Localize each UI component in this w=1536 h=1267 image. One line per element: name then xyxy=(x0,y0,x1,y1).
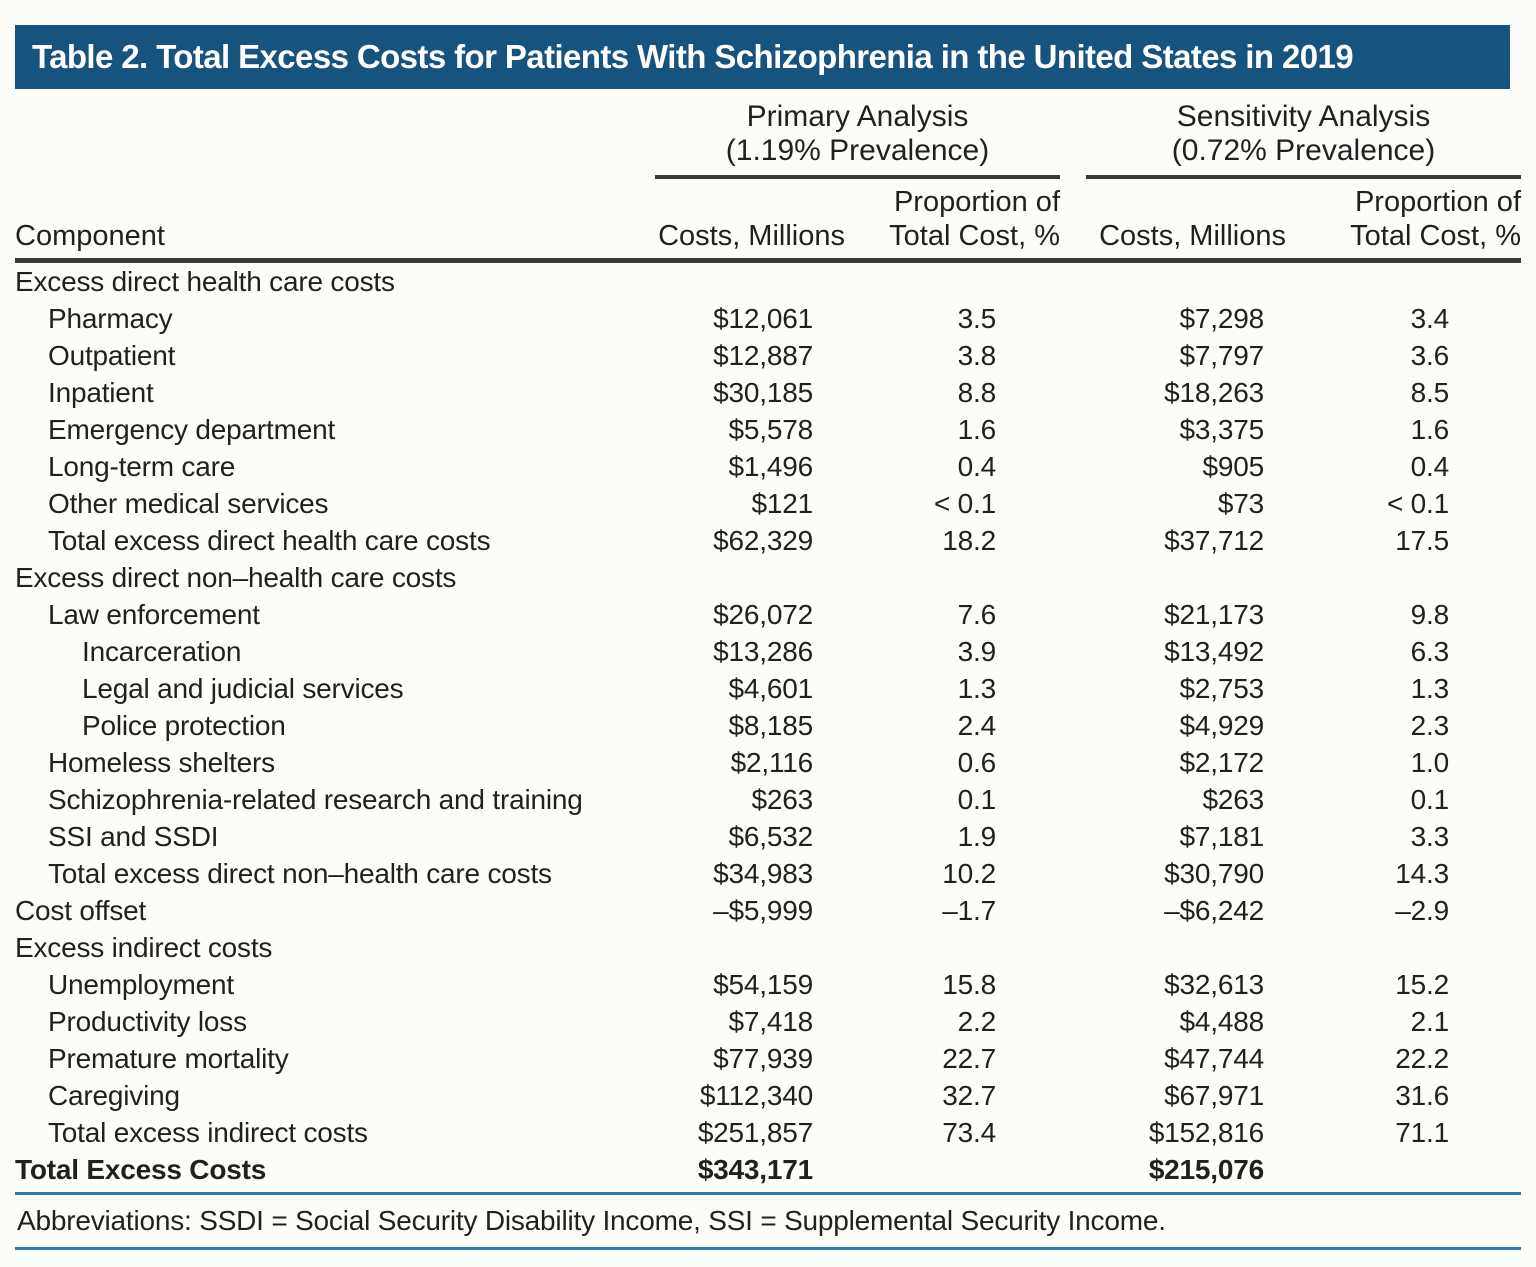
sensitivity-costs-cell: $21,173 xyxy=(1164,599,1264,630)
primary-proportion-cell: 18.2 xyxy=(942,525,996,556)
primary-proportion-cell: 1.6 xyxy=(957,414,996,445)
component-cell: Legal and judicial services xyxy=(82,673,404,704)
primary-analysis-header xyxy=(655,100,1060,177)
sensitivity-proportion-cell: 2.3 xyxy=(1410,710,1449,741)
column-gap xyxy=(1060,1151,1086,1188)
primary-costs-cell: $121 xyxy=(751,488,813,519)
component-cell: Premature mortality xyxy=(48,1043,289,1074)
sensitivity-proportion-cell: 31.6 xyxy=(1395,1080,1449,1111)
primary-costs-cell xyxy=(655,559,845,596)
table-row xyxy=(15,633,1521,670)
primary-costs-cell xyxy=(655,929,845,966)
primary-costs-cell: $54,159 xyxy=(713,969,813,1000)
table-row xyxy=(15,522,1521,559)
column-gap xyxy=(1060,374,1086,411)
table-row xyxy=(15,1151,1521,1188)
column-header-row xyxy=(15,177,1521,261)
primary-proportion-cell: –1.7 xyxy=(942,895,996,926)
sensitivity-costs-cell: $7,797 xyxy=(1179,340,1264,371)
primary-proportion-cell: 2.4 xyxy=(957,710,996,741)
sensitivity-proportion-cell: 0.4 xyxy=(1410,451,1449,482)
sensitivity-costs-cell: $73 xyxy=(1217,488,1264,519)
sensitivity-proportion-cell: 1.6 xyxy=(1410,414,1449,445)
column-gap xyxy=(1060,892,1086,929)
primary-proportion-cell xyxy=(845,559,1060,596)
table-row xyxy=(15,1003,1521,1040)
sensitivity-costs-cell: $67,971 xyxy=(1164,1080,1264,1111)
primary-costs-cell: –$5,999 xyxy=(713,895,813,926)
primary-proportion-cell xyxy=(845,1151,1060,1188)
table-row xyxy=(15,929,1521,966)
primary-costs-cell: $6,532 xyxy=(728,821,813,852)
sensitivity-costs-cell: $7,181 xyxy=(1179,821,1264,852)
column-gap xyxy=(1060,1077,1086,1114)
sensitivity-costs-cell: $13,492 xyxy=(1164,636,1264,667)
component-cell: Caregiving xyxy=(48,1080,180,1111)
sensitivity-proportion-cell xyxy=(1286,1151,1521,1188)
sensitivity-costs-cell: $152,816 xyxy=(1148,1117,1264,1148)
analysis-group-header-row xyxy=(15,100,1521,177)
column-gap xyxy=(1060,818,1086,855)
sensitivity-proportion-cell: 8.5 xyxy=(1410,377,1449,408)
column-gap xyxy=(1060,855,1086,892)
proportion-header-line2: Total Cost, % xyxy=(889,220,1060,252)
column-gap xyxy=(1060,966,1086,1003)
abbreviations-footnote: Abbreviations: SSDI = Social Security Disability Income, SSI = Supplemental Security Income. xyxy=(17,1205,1166,1236)
primary-proportion-cell: 0.6 xyxy=(957,747,996,778)
sensitivity-proportion-cell: 15.2 xyxy=(1395,969,1449,1000)
component-cell: Excess indirect costs xyxy=(15,932,273,963)
sensitivity-costs-cell: $4,488 xyxy=(1179,1006,1264,1037)
table-title: Table 2. Total Excess Costs for Patients With Schizophrenia in the United States in 2019 xyxy=(32,38,1354,75)
column-gap xyxy=(1060,781,1086,818)
component-cell: Other medical services xyxy=(48,488,329,519)
sensitivity-costs-column-header: Costs, Millions xyxy=(1086,177,1286,261)
component-column-header: Component xyxy=(15,177,655,261)
sensitivity-costs-cell: $2,753 xyxy=(1179,673,1264,704)
table-row xyxy=(15,1077,1521,1114)
primary-analysis-prevalence: (1.19% Prevalence) xyxy=(725,134,990,167)
sensitivity-costs-cell: $2,172 xyxy=(1179,747,1264,778)
table-row xyxy=(15,966,1521,1003)
sensitivity-costs-cell xyxy=(1086,559,1286,596)
column-gap xyxy=(1060,300,1086,337)
primary-proportion-cell: 2.2 xyxy=(957,1006,996,1037)
column-gap xyxy=(1060,707,1086,744)
component-cell: Unemployment xyxy=(48,969,234,1000)
group-gap xyxy=(1060,100,1086,177)
column-gap xyxy=(1060,1114,1086,1151)
column-gap xyxy=(1060,411,1086,448)
table-title-bar xyxy=(15,25,1510,89)
component-cell: Schizophrenia-related research and training xyxy=(48,784,583,815)
primary-proportion-cell: 1.3 xyxy=(957,673,996,704)
sensitivity-proportion-cell: 3.6 xyxy=(1410,340,1449,371)
table-row xyxy=(15,411,1521,448)
table-row xyxy=(15,670,1521,707)
sensitivity-proportion-cell: 6.3 xyxy=(1410,636,1449,667)
primary-costs-cell: $77,939 xyxy=(713,1043,813,1074)
sensitivity-costs-cell: $3,375 xyxy=(1179,414,1264,445)
sensitivity-proportion-cell: 1.0 xyxy=(1410,747,1449,778)
primary-proportion-cell: 10.2 xyxy=(942,858,996,889)
column-gap xyxy=(1060,744,1086,781)
sensitivity-proportion-cell xyxy=(1286,261,1521,301)
sensitivity-proportion-cell: 71.1 xyxy=(1395,1117,1449,1148)
sensitivity-analysis-header xyxy=(1086,100,1521,177)
table-row xyxy=(15,707,1521,744)
sensitivity-costs-cell: $18,263 xyxy=(1164,377,1264,408)
component-cell: Excess direct non–health care costs xyxy=(15,562,457,593)
primary-proportion-cell: 73.4 xyxy=(942,1117,996,1148)
table-row xyxy=(15,781,1521,818)
primary-costs-cell: $7,418 xyxy=(728,1006,813,1037)
proportion-header-line1: Proportion of xyxy=(893,186,1060,218)
proportion-header-line1: Proportion of xyxy=(1354,186,1521,218)
column-gap xyxy=(1060,1003,1086,1040)
primary-costs-cell: $1,496 xyxy=(728,451,813,482)
column-gap xyxy=(1060,633,1086,670)
sensitivity-proportion-cell xyxy=(1286,559,1521,596)
table-row xyxy=(15,448,1521,485)
sensitivity-proportion-cell xyxy=(1286,929,1521,966)
table-row xyxy=(15,261,1521,301)
column-gap xyxy=(1060,670,1086,707)
sensitivity-proportion-cell: 9.8 xyxy=(1410,599,1449,630)
sensitivity-costs-cell: –$6,242 xyxy=(1164,895,1264,926)
component-cell: Total excess direct health care costs xyxy=(48,525,491,556)
primary-proportion-cell: 3.9 xyxy=(957,636,996,667)
component-cell: Total excess indirect costs xyxy=(48,1117,368,1148)
sensitivity-proportion-column-header xyxy=(1286,177,1521,261)
sensitivity-costs-cell: $30,790 xyxy=(1164,858,1264,889)
sensitivity-costs-cell: $4,929 xyxy=(1179,710,1264,741)
component-cell: Pharmacy xyxy=(48,303,173,334)
table-row xyxy=(15,892,1521,929)
sensitivity-costs-cell: $37,712 xyxy=(1164,525,1264,556)
primary-costs-cell: $5,578 xyxy=(728,414,813,445)
primary-proportion-cell: 3.5 xyxy=(957,303,996,334)
primary-proportion-cell: 0.4 xyxy=(957,451,996,482)
sensitivity-proportion-cell: 0.1 xyxy=(1410,784,1449,815)
primary-costs-cell: $30,185 xyxy=(713,377,813,408)
group-header-spacer xyxy=(15,100,655,177)
component-cell: Police protection xyxy=(82,710,286,741)
sensitivity-costs-cell xyxy=(1086,929,1286,966)
component-cell: Law enforcement xyxy=(48,599,260,630)
column-gap xyxy=(1060,448,1086,485)
primary-costs-cell: $4,601 xyxy=(728,673,813,704)
component-cell: Excess direct health care costs xyxy=(15,266,395,297)
component-cell: Outpatient xyxy=(48,340,176,371)
component-cell: Total excess direct non–health care costs xyxy=(48,858,552,889)
column-gap xyxy=(1060,559,1086,596)
costs-table xyxy=(15,100,1521,1188)
primary-proportion-cell: 7.6 xyxy=(957,599,996,630)
component-cell: Incarceration xyxy=(82,636,242,667)
sensitivity-costs-cell: $263 xyxy=(1202,784,1264,815)
column-gap xyxy=(1060,596,1086,633)
primary-costs-cell: $2,116 xyxy=(730,747,813,778)
table-row xyxy=(15,1114,1521,1151)
primary-costs-cell: $263 xyxy=(751,784,813,815)
table-row xyxy=(15,596,1521,633)
component-cell: Inpatient xyxy=(48,377,154,408)
primary-proportion-cell: < 0.1 xyxy=(933,488,996,519)
table-row xyxy=(15,337,1521,374)
primary-costs-column-header: Costs, Millions xyxy=(655,177,845,261)
table-row xyxy=(15,1040,1521,1077)
sensitivity-costs-cell: $215,076 xyxy=(1148,1154,1264,1185)
primary-proportion-cell: 22.7 xyxy=(942,1043,996,1074)
table-row xyxy=(15,485,1521,522)
component-cell: SSI and SSDI xyxy=(48,821,219,852)
table-row xyxy=(15,374,1521,411)
sensitivity-costs-cell: $47,744 xyxy=(1164,1043,1264,1074)
primary-proportion-cell: 1.9 xyxy=(957,821,996,852)
component-cell: Total Excess Costs xyxy=(15,1154,267,1185)
primary-proportion-cell xyxy=(845,929,1060,966)
table-row xyxy=(15,855,1521,892)
table-row xyxy=(15,300,1521,337)
column-gap xyxy=(1060,261,1086,301)
sensitivity-proportion-cell: 3.4 xyxy=(1410,303,1449,334)
sensitivity-analysis-label: Sensitivity Analysis xyxy=(1176,100,1431,133)
primary-costs-cell: $26,072 xyxy=(713,599,813,630)
primary-costs-cell: $62,329 xyxy=(713,525,813,556)
sensitivity-proportion-cell: 2.1 xyxy=(1410,1006,1449,1037)
column-gap xyxy=(1060,485,1086,522)
component-cell: Long-term care xyxy=(48,451,236,482)
column-gap xyxy=(1060,337,1086,374)
sensitivity-proportion-cell: 17.5 xyxy=(1395,525,1449,556)
primary-proportion-cell: 15.8 xyxy=(942,969,996,1000)
sensitivity-analysis-prevalence: (0.72% Prevalence) xyxy=(1171,134,1436,167)
primary-costs-cell: $12,061 xyxy=(713,303,813,334)
table-row xyxy=(15,559,1521,596)
component-cell: Cost offset xyxy=(15,895,147,926)
primary-costs-cell xyxy=(655,261,845,301)
primary-proportion-column-header xyxy=(845,177,1060,261)
primary-proportion-cell: 32.7 xyxy=(942,1080,996,1111)
primary-costs-cell: $8,185 xyxy=(728,710,813,741)
sensitivity-proportion-cell: < 0.1 xyxy=(1386,488,1449,519)
primary-proportion-cell: 0.1 xyxy=(957,784,996,815)
column-gap xyxy=(1060,1040,1086,1077)
sensitivity-costs-cell: $32,613 xyxy=(1164,969,1264,1000)
primary-costs-cell: $12,887 xyxy=(713,340,813,371)
primary-proportion-cell xyxy=(845,261,1060,301)
proportion-header-line2: Total Cost, % xyxy=(1350,220,1521,252)
table-row xyxy=(15,818,1521,855)
table-row xyxy=(15,744,1521,781)
primary-costs-cell: $251,857 xyxy=(697,1117,813,1148)
sensitivity-costs-cell: $905 xyxy=(1202,451,1264,482)
column-gap xyxy=(1060,929,1086,966)
primary-proportion-cell: 8.8 xyxy=(957,377,996,408)
sensitivity-proportion-cell: 1.3 xyxy=(1410,673,1449,704)
component-cell: Productivity loss xyxy=(48,1006,247,1037)
column-gap xyxy=(1060,177,1086,261)
primary-costs-cell: $34,983 xyxy=(713,858,813,889)
sensitivity-proportion-cell: 14.3 xyxy=(1395,858,1449,889)
primary-costs-cell: $13,286 xyxy=(713,636,813,667)
primary-costs-cell: $112,340 xyxy=(699,1080,813,1111)
column-gap xyxy=(1060,522,1086,559)
sensitivity-costs-cell: $7,298 xyxy=(1179,303,1264,334)
sensitivity-proportion-cell: –2.9 xyxy=(1395,895,1449,926)
component-cell: Emergency department xyxy=(48,414,336,445)
sensitivity-costs-cell xyxy=(1086,261,1286,301)
component-cell: Homeless shelters xyxy=(48,747,275,778)
primary-proportion-cell: 3.8 xyxy=(957,340,996,371)
primary-costs-cell: $343,171 xyxy=(697,1154,813,1185)
primary-analysis-label: Primary Analysis xyxy=(746,100,969,133)
sensitivity-proportion-cell: 3.3 xyxy=(1410,821,1449,852)
sensitivity-proportion-cell: 22.2 xyxy=(1395,1043,1449,1074)
footnote-block xyxy=(15,1192,1521,1250)
